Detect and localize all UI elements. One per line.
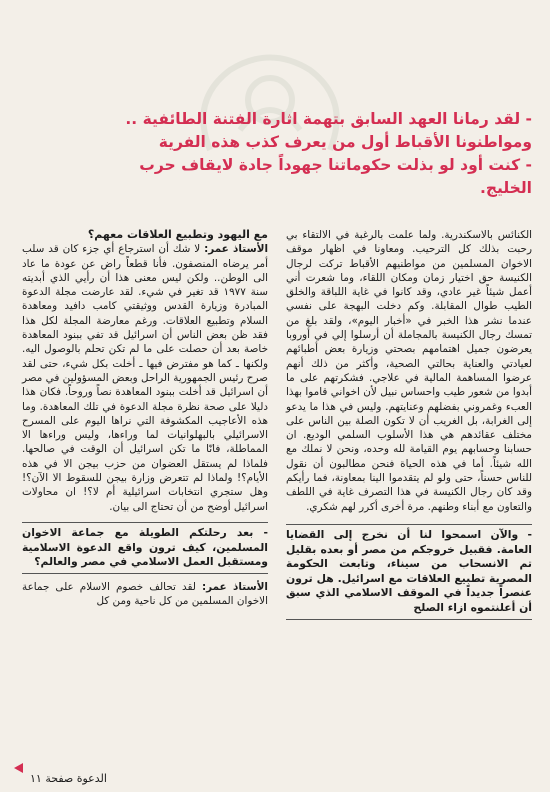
- answer-paragraph: [22, 580, 268, 609]
- question-continuation: مع اليهود وتطبيع العلاقات معهم؟: [87, 228, 268, 241]
- left-column: [22, 228, 268, 608]
- right-column: [286, 228, 532, 626]
- interview-question: - والآن اسمحوا لنا أن نخرج إلى القضايا العامة. فقبيل خروجكم من مصر أو بعده بقليل تم الانسحاب من سيناء، وتابعت الحكومة المصرية تطبيع العلاقات مع اسرائيل. هل ترون عنصراً جديداً في الموقف الاسلامي الذي سبق أن أعلنتموه ازاء الصلح: [286, 524, 532, 620]
- body-paragraph: الكنائس بالاسكندرية. ولما علمت بالرغبة في الالتقاء بي رحبت بذلك كل الترحيب. ومعاونا في اظهار موقف الاخوان المسلمين من مواطنيهم الأقباط تركت لرجال الكنيسة حق اختيار زمان ومكان اللقاء، وما شعرت أني أعمل شيئاً غير عادي، وقد كانوا في غاية اللباقة والخلق الطيب طوال المقابلة. وكم دخلت البهجة على نفسي عندما نشر هذا الخبر في «أخبار اليوم»، ولقد بلغ من تمسك رجال الكنيسة بالمجاملة أن أرسلوا إلي في أوروبا يعرضون جميل اهتمامهم بصحتي وزيارة بعض أطبائهم لعيادتي والعناية بحالتي الصحية، وأكثر من ذلك أنهم عرضوا المساهمة المالية في علاجي. فشكرتهم على ما أبدوا من شعور طيب واحساس نبيل لأن اخواني قاموا بهذا العبء وغمروني بفضلهم وعنايتهم. وليس في هذا ما يدعو إلى الغرابة، بل الغريب أن لا تكون الصلة بين الناس على مختلف عقائدهم هي هذا الأسلوب السلمي الوديع. ان حسابنا وحسابهم يوم القيامة لله وحده، ونحن لا نملك مع الله شيئاً. أما في هذه الحياة فنحن مطالبون أن نقول للناس حسناً، حتى ولو لم يتقدموا الينا بمعاونة، فما رأيكم وقد كان رجال الكنيسة في هذا التصرف غاية في اللطف والتعاون مع أبناء وطنهم. مرة أخرى أكرر لهم شكري.: [286, 229, 532, 513]
- continue-arrow-icon: [14, 763, 23, 773]
- speaker-label: الأستاذ عمر:: [204, 243, 269, 256]
- page-footer: الدعوة صفحة ١١: [30, 772, 107, 785]
- interview-question: - بعد رحلتكم الطويلة مع جماعة الاخوان المسلمين، كيف ترون واقع الدعوة الاسلامية ومستقبل العمل الاسلامي في مصر والعالم؟: [22, 522, 268, 574]
- answer-text: لقد تحالف خصوم الاسلام على جماعة الاخوان المسلمين من كل ناحية ومن كل: [22, 580, 268, 608]
- answer-text: لا شك أن استرجاع أي جزء كان قد سلب أمر يرضاه المنصفون. فأنا قطعاً راض عن عودة ما عاد الى الوطن.. ولكن ليس معنى هذا أن رأيي الذي أبديته سنة ١٩٧٧ قد تغير في شيء. لقد عارضت مجلة الدعوة المبادرة وزيارة القدس ووثيقتي كامب دافيد ومعاهدة السلام وتطبيع العلاقات. ورغم معارضة المجلة لكل هذا فقد ظن بعض الناس أن اسرائيل قد تفي ببنود المعاهدة خاصة بعد أن حصلت على ما لم تكن تحلم بالوصول اليه. ولكنها ـ كما هو مفترض فيها ـ أخلت بكل شيء، حتى لقد صرح رئيس الجمهورية الراحل وبعض المسؤولين في مصر أن اسرائيل قد أخلت ببنود المعاهدة نصاً وروحاً. فكان هذا دليلا على صحة نظرة مجلة الدعوة في تلك المعاهدة. وما هذه الأعاجيب المكشوفة التي نراها اليوم على المسرح الاسرائيلي بالبهلوانيات لما وراءها، وليس وراءها الا المماطلة، فانّا ما تكن اسرائيل أن الوقت في صالحها. فلماذا لم يستقل العضوان من حزب بيجن الا في هذه الأيام؟! ولماذا لم تتعرض وزارة بيجن للسقوط الا الآن؟! وهل ستجري انتخابات اسرائيلية أم لا؟! ان محاولات اسرائيل أوضح من أن تحتاج الى بيان.: [22, 243, 268, 513]
- speaker-label: الأستاذ عمر:: [201, 580, 268, 593]
- headline-line: - كنت أود لو بذلت حكوماتنا جهوداً جادة لايقاف حرب: [139, 156, 532, 174]
- headline-quotes: [22, 108, 532, 200]
- headline-line: ومواطنونا الأقباط أول من يعرف كذب هذه الفرية: [158, 133, 532, 151]
- headline-line: الخليج.: [479, 179, 532, 197]
- answer-paragraph: [22, 242, 268, 514]
- headline-line: - لقد رمانا العهد السابق بتهمة اثارة الفتنة الطائفية ..: [125, 110, 532, 128]
